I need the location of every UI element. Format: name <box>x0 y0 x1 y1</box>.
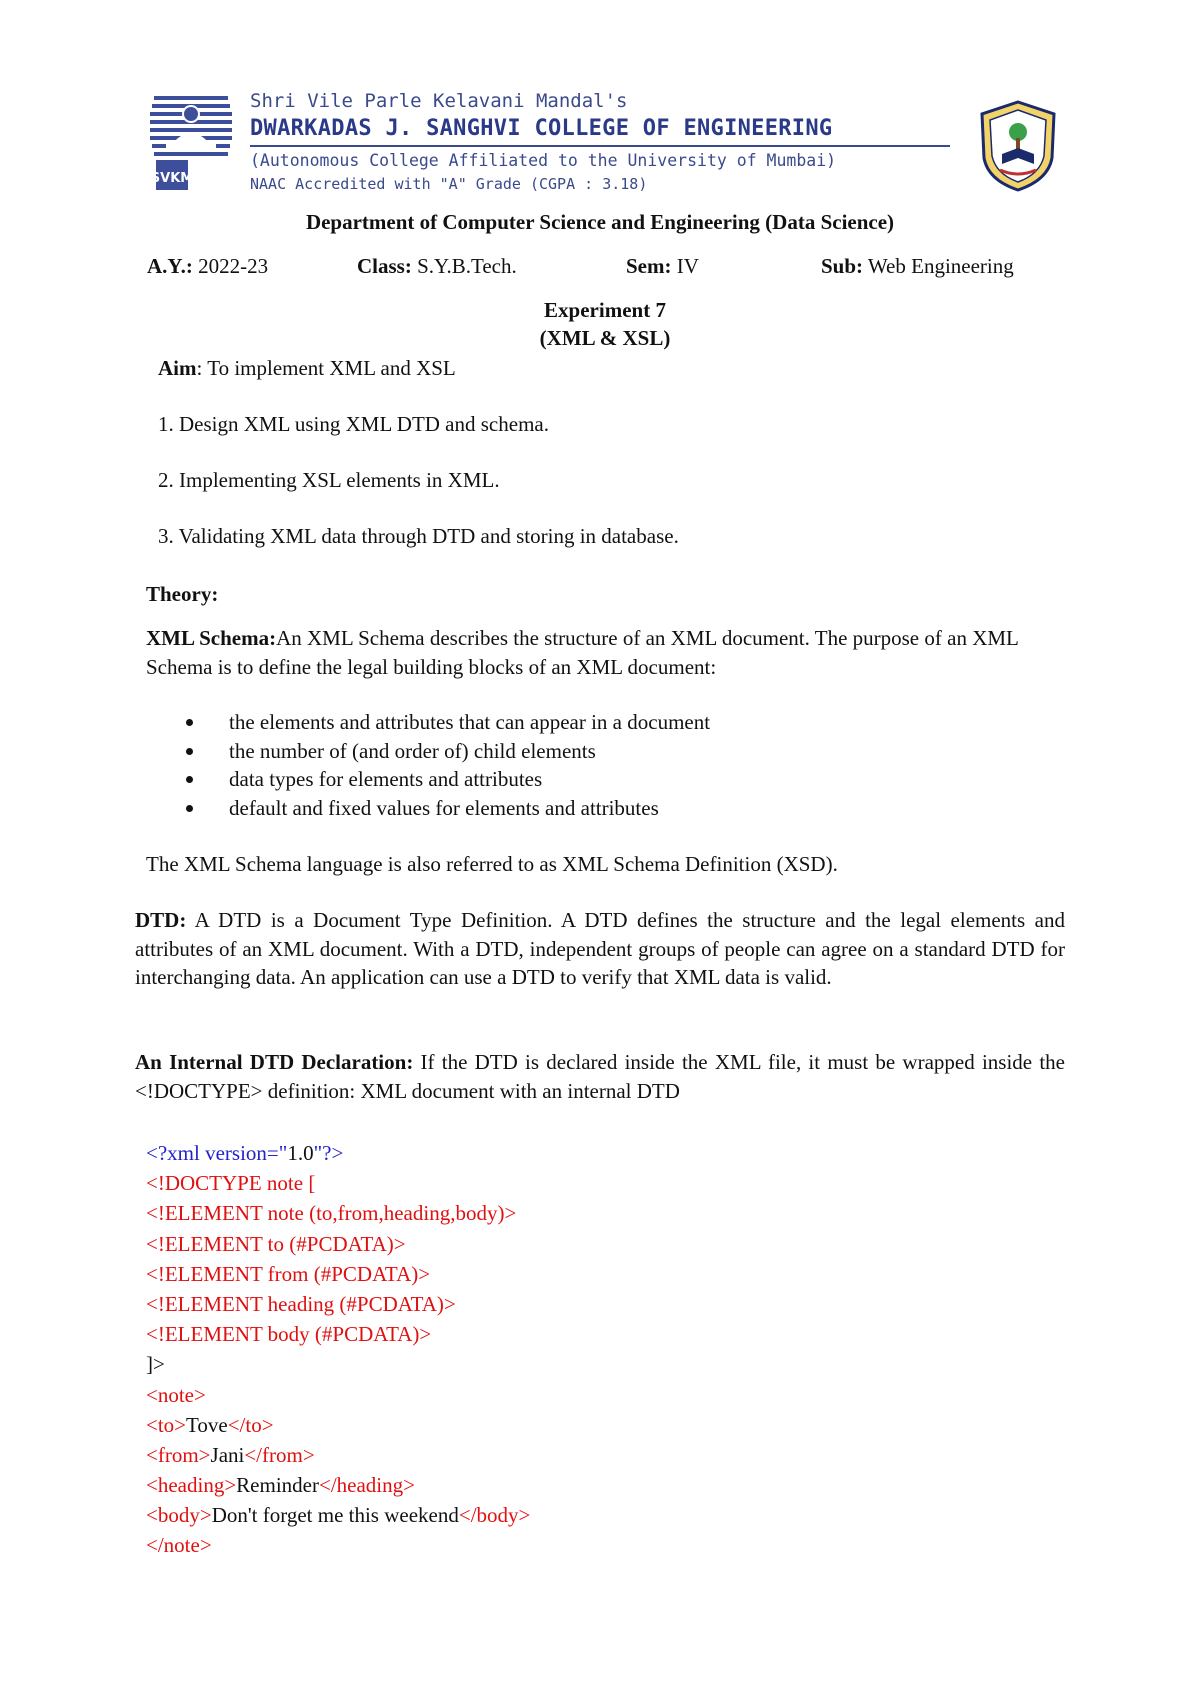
list-item: the elements and attributes that can appear in a document <box>186 708 710 737</box>
code-line: <from>Jani</from> <box>146 1442 315 1467</box>
accreditation: NAAC Accredited with "A" Grade (CGPA : 3.18) <box>250 175 648 193</box>
logo-lettering: SVKM <box>150 171 194 186</box>
code-line: <!ELEMENT to (#PCDATA)> <box>146 1231 406 1256</box>
aim-item: 3. Validating XML data through DTD and storing in database. <box>158 524 679 548</box>
code-line: <to>Tove</to> <box>146 1412 274 1437</box>
college-seal <box>978 100 1058 192</box>
code-line: <!ELEMENT heading (#PCDATA)> <box>146 1291 456 1316</box>
code-line: <!ELEMENT note (to,from,heading,body)> <box>146 1201 517 1226</box>
code-line: <!ELEMENT body (#PCDATA)> <box>146 1322 432 1347</box>
letterhead-rule <box>250 145 950 147</box>
bullet-dot <box>186 748 193 755</box>
xml-code-sample <box>146 1138 530 1561</box>
code-line: <body>Don't forget me this weekend</body> <box>146 1503 531 1528</box>
code-line: <note> <box>146 1382 206 1407</box>
schema-bullet-list <box>186 708 710 822</box>
experiment-subtitle: (XML & XSL) <box>539 326 671 350</box>
college-logo <box>148 92 234 196</box>
course-info-row <box>147 254 1047 284</box>
code-line: <heading>Reminder</heading> <box>146 1473 415 1498</box>
experiment-title: Experiment 7 <box>544 298 666 322</box>
semester-info: Sem: IV <box>626 254 699 278</box>
list-item: the number of (and order of) child elements <box>186 737 710 766</box>
subject-info: Sub: Web Engineering <box>821 254 1014 278</box>
theory-heading: Theory: <box>146 582 219 606</box>
list-item: data types for elements and attributes <box>186 765 710 794</box>
letterhead <box>250 88 950 195</box>
aim-item: 2. Implementing XSL elements in XML. <box>158 468 500 492</box>
internal-dtd-paragraph: An Internal DTD Declaration: If the DTD is declared inside the XML file, it must be wrapped inside the <!DOCTYPE> definition: XML document with an internal DTD <box>135 1050 1065 1103</box>
academic-year: A.Y.: 2022-23 <box>147 254 269 278</box>
code-line: <!DOCTYPE note [ <box>146 1171 316 1196</box>
list-item: default and fixed values for elements and attributes <box>186 794 710 823</box>
society-name: Shri Vile Parle Kelavani Mandal's <box>250 90 628 112</box>
bullet-dot <box>186 719 193 726</box>
code-line: </note> <box>146 1533 212 1558</box>
aim-line: Aim: To implement XML and XSL <box>158 356 456 380</box>
xml-schema-paragraph: XML Schema:An XML Schema describes the structure of an XML document. The purpose of an XML Schema is to define the legal building blocks of an XML document: <box>146 626 1019 679</box>
aim-item: 1. Design XML using XML DTD and schema. <box>158 412 549 436</box>
code-line: ]> <box>146 1352 165 1377</box>
college-name: DWARKADAS J. SANGHVI COLLEGE OF ENGINEERING <box>250 116 833 141</box>
department-title: Department of Computer Science and Engineering (Data Science) <box>305 210 895 234</box>
college-affiliation: (Autonomous College Affiliated to the University of Mumbai) <box>250 151 837 170</box>
code-line: <!ELEMENT from (#PCDATA)> <box>146 1261 431 1286</box>
bullet-dot <box>186 805 193 812</box>
bullet-dot <box>186 776 193 783</box>
dtd-paragraph: DTD: A DTD is a Document Type Definition. A DTD defines the structure and the legal elements and attributes of an XML document. With a DTD, independent groups of people can agree on a standard DTD for interchanging data. An application can use a DTD to verify that XML data is valid. <box>135 908 1065 989</box>
xsd-note: The XML Schema language is also referred to as XML Schema Definition (XSD). <box>146 852 838 876</box>
code-line: <?xml version="1.0"?> <box>146 1141 344 1165</box>
class-info: Class: S.Y.B.Tech. <box>357 254 517 278</box>
